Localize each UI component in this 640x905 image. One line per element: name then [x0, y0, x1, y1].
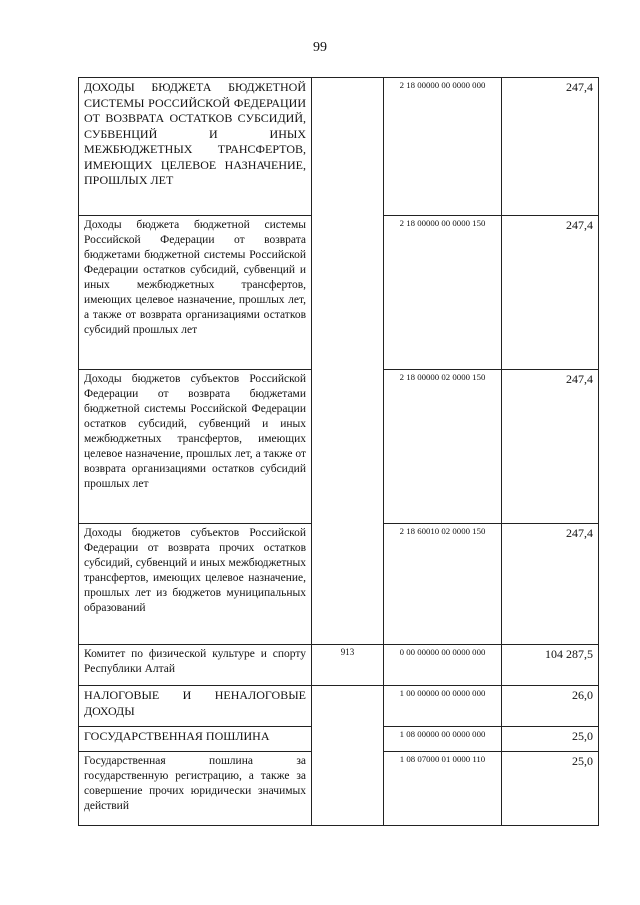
revenue-name: Комитет по физической культуре и спорту Республики Алтай	[79, 645, 312, 686]
table-row	[79, 78, 599, 216]
admin-code: 913	[312, 645, 384, 686]
amount: 25,0	[502, 752, 599, 826]
revenue-name: НАЛОГОВЫЕ И НЕНАЛОГОВЫЕ ДОХОДЫ	[79, 686, 312, 727]
amount: 104 287,5	[502, 645, 599, 686]
revenue-name: Доходы бюджетов субъектов Российской Федерации от возврата бюджетами бюджетной системы Российской Федерации остатков субсидий, субвенций и иных межбюджетных трансфертов, имеющих целевое назначение, прошлых лет, а также от возврата организациями остатков субсидий прошлых лет	[79, 370, 312, 524]
budget-classification-code: 2 18 00000 00 0000 150	[384, 216, 502, 370]
table-row	[79, 686, 599, 727]
page-number: 99	[313, 40, 327, 55]
admin-code-cell	[312, 686, 384, 826]
budget-classification-code: 2 18 60010 02 0000 150	[384, 524, 502, 645]
amount: 25,0	[502, 727, 599, 752]
revenue-name: Доходы бюджетов субъектов Российской Федерации от возврата прочих остатков субсидий, субвенций и иных межбюджетных трансфертов, имеющих целевое назначение, прошлых лет из бюджетов муниципальных образований	[79, 524, 312, 645]
admin-code-cell	[312, 78, 384, 645]
budget-classification-code: 1 08 07000 01 0000 110	[384, 752, 502, 826]
budget-classification-code: 0 00 00000 00 0000 000	[384, 645, 502, 686]
amount: 247,4	[502, 78, 599, 216]
revenue-name: Доходы бюджета бюджетной системы Российской Федерации от возврата бюджетами бюджетной системы Российской Федерации остатков субсидий, субвенций и иных межбюджетных трансфертов, имеющих целевое назначение, прошлых лет, а также от возврата организациями остатков субсидий прошлых лет	[79, 216, 312, 370]
revenue-name: ГОСУДАРСТВЕННАЯ ПОШЛИНА	[79, 727, 312, 752]
budget-classification-code: 1 08 00000 00 0000 000	[384, 727, 502, 752]
amount: 247,4	[502, 524, 599, 645]
revenue-name: Государственная пошлина за государственную регистрацию, а также за совершение прочих юридически значимых действий	[79, 752, 312, 826]
budget-classification-code: 1 00 00000 00 0000 000	[384, 686, 502, 727]
revenue-table	[78, 77, 599, 826]
table-row	[79, 645, 599, 686]
budget-classification-code: 2 18 00000 02 0000 150	[384, 370, 502, 524]
revenue-name: ДОХОДЫ БЮДЖЕТА БЮДЖЕТНОЙ СИСТЕМЫ РОССИЙСКОЙ ФЕДЕРАЦИИ ОТ ВОЗВРАТА ОСТАТКОВ СУБСИДИЙ, СУБВЕНЦИЙ И ИНЫХ МЕЖБЮДЖЕТНЫХ ТРАНСФЕРТОВ, ИМЕЮЩИХ ЦЕЛЕВОЕ НАЗНАЧЕНИЕ, ПРОШЛЫХ ЛЕТ	[79, 78, 312, 216]
amount: 26,0	[502, 686, 599, 727]
budget-classification-code: 2 18 00000 00 0000 000	[384, 78, 502, 216]
amount: 247,4	[502, 216, 599, 370]
amount: 247,4	[502, 370, 599, 524]
